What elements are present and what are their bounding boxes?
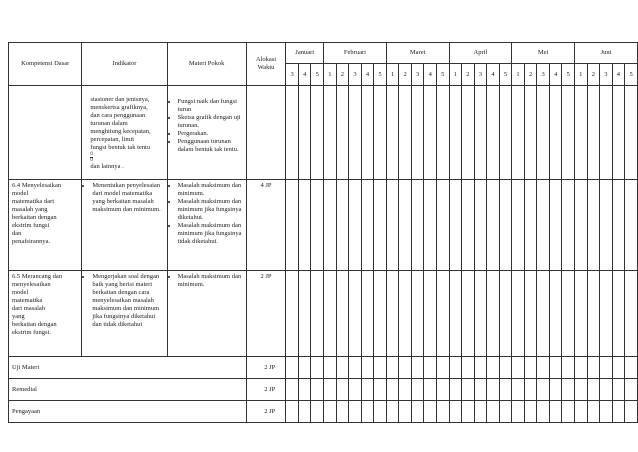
month-juni: Juni [575, 43, 638, 64]
week-cell: 1 [449, 64, 462, 86]
schedule-cell [562, 86, 575, 180]
schedule-cell [587, 379, 600, 401]
table-row [9, 271, 638, 357]
month-maret: Maret [386, 43, 449, 64]
schedule-cell [324, 357, 337, 379]
schedule-cell [386, 86, 399, 180]
list-item: • Pergerakan. [178, 130, 244, 138]
materi-cell [167, 180, 246, 271]
schedule-cell [399, 379, 412, 401]
schedule-cell [537, 379, 550, 401]
week-cell: 3 [600, 64, 613, 86]
week-cell: 4 [361, 64, 374, 86]
schedule-cell [449, 271, 462, 357]
materi-list [168, 86, 246, 156]
week-cell: 1 [512, 64, 525, 86]
fraction-numerator: 0 [90, 152, 93, 157]
schedule-cell [424, 379, 437, 401]
list-item: • Masalah maksimum dan minimum. [178, 182, 244, 198]
schedule-cell [612, 86, 625, 180]
schedule-cell [474, 379, 487, 401]
week-cell: 4 [549, 64, 562, 86]
schedule-cell [487, 180, 500, 271]
schedule-cell [462, 180, 475, 271]
week-cell: 1 [324, 64, 337, 86]
schedule-cell [524, 86, 537, 180]
schedule-cell [487, 379, 500, 401]
schedule-cell [562, 379, 575, 401]
schedule-cell [474, 401, 487, 423]
schedule-cell [286, 401, 299, 423]
schedule-cell [537, 271, 550, 357]
schedule-cell [411, 401, 424, 423]
schedule-cell [499, 180, 512, 271]
week-cell: 2 [399, 64, 412, 86]
schedule-cell [562, 271, 575, 357]
schedule-cell [374, 86, 387, 180]
schedule-cell [612, 180, 625, 271]
schedule-cell [311, 357, 324, 379]
table-row [9, 180, 638, 271]
schedule-cell [462, 357, 475, 379]
schedule-cell [462, 401, 475, 423]
header-indikator: Indikator [82, 43, 167, 86]
alokasi-cell: 2 JP [246, 271, 286, 357]
schedule-cell [575, 357, 588, 379]
schedule-cell [487, 86, 500, 180]
schedule-cell [625, 401, 638, 423]
schedule-cell [437, 271, 450, 357]
schedule-cell [549, 379, 562, 401]
schedule-cell [587, 86, 600, 180]
schedule-cell [575, 401, 588, 423]
schedule-cell [374, 357, 387, 379]
schedule-cell [298, 180, 311, 271]
schedule-cell [336, 271, 349, 357]
fraction [90, 152, 93, 163]
schedule-cell [349, 357, 362, 379]
schedule-cell [386, 379, 399, 401]
schedule-cell [612, 401, 625, 423]
schedule-cell [512, 379, 525, 401]
schedule-cell [437, 86, 450, 180]
schedule-cell [349, 86, 362, 180]
schedule-cell [374, 271, 387, 357]
schedule-cell [324, 271, 337, 357]
schedule-cell [336, 379, 349, 401]
schedule-cell [575, 86, 588, 180]
table-row [9, 379, 638, 401]
schedule-cell [562, 401, 575, 423]
schedule-cell [562, 180, 575, 271]
schedule-cell [286, 379, 299, 401]
schedule-cell [374, 180, 387, 271]
schedule-cell [361, 401, 374, 423]
schedule-cell [549, 357, 562, 379]
schedule-cell [625, 180, 638, 271]
schedule-cell [399, 271, 412, 357]
schedule-cell [512, 86, 525, 180]
schedule-cell [361, 357, 374, 379]
schedule-cell [336, 86, 349, 180]
schedule-cell [449, 379, 462, 401]
schedule-cell [386, 271, 399, 357]
indikator-list [82, 271, 166, 331]
schedule-cell [324, 180, 337, 271]
schedule-cell [549, 401, 562, 423]
schedule-cell [449, 86, 462, 180]
schedule-cell [587, 357, 600, 379]
schedule-cell [336, 401, 349, 423]
table-row [9, 401, 638, 423]
schedule-cell [374, 379, 387, 401]
schedule-cell [386, 401, 399, 423]
alokasi-cell: 2 JP [246, 401, 286, 423]
schedule-cell [612, 357, 625, 379]
week-cell: 3 [349, 64, 362, 86]
indikator-list [82, 180, 166, 216]
schedule-cell [499, 357, 512, 379]
schedule-cell [600, 379, 613, 401]
schedule-cell [512, 271, 525, 357]
schedule-cell [298, 86, 311, 180]
schedule-cell [562, 357, 575, 379]
schedule-cell [399, 86, 412, 180]
week-cell: 5 [562, 64, 575, 86]
alokasi-cell: 2 JP [246, 379, 286, 401]
schedule-cell [612, 271, 625, 357]
alokasi-cell: 4 JP [246, 180, 286, 271]
week-cell: 1 [575, 64, 588, 86]
month-januari: Januari [286, 43, 324, 64]
schedule-cell [411, 357, 424, 379]
kompetensi-text: 6.5 Merancang dan menyelesaikan model matematika dari masalah yang berkaitan dengan ekstrim fungsi. [12, 273, 62, 336]
schedule-cell [612, 379, 625, 401]
syllabus-table [8, 42, 638, 423]
schedule-cell [600, 271, 613, 357]
week-cell: 3 [537, 64, 550, 86]
schedule-cell [437, 379, 450, 401]
schedule-cell [449, 401, 462, 423]
list-item: • Masalah maksimum dan minimum jika fungsinya tidak diketahui. [178, 222, 244, 246]
schedule-cell [549, 271, 562, 357]
schedule-cell [625, 271, 638, 357]
schedule-cell [437, 401, 450, 423]
schedule-cell [524, 357, 537, 379]
schedule-cell [524, 401, 537, 423]
week-cell: 2 [587, 64, 600, 86]
indikator-suffix: dan lainnya . [90, 163, 124, 170]
list-item: • Masalah maksimum dan minimum jika fungsinya diketahui. [178, 198, 244, 222]
list-item: • Fungsi naik dan fungsi turun [178, 98, 244, 114]
schedule-cell [512, 357, 525, 379]
schedule-cell [286, 271, 299, 357]
schedule-cell [600, 401, 613, 423]
schedule-cell [625, 379, 638, 401]
list-item: • Menentukan penyelesaian dari model matematika yang berkaitan masalah maksimum dan minimum. [92, 182, 164, 214]
schedule-cell [298, 379, 311, 401]
indikator-cell [82, 271, 167, 357]
header-row-months [9, 43, 638, 64]
schedule-cell [286, 357, 299, 379]
alokasi-cell [246, 86, 286, 180]
footer-label: Pengayaan [9, 401, 247, 423]
week-cell: 4 [612, 64, 625, 86]
schedule-cell [575, 271, 588, 357]
schedule-cell [587, 401, 600, 423]
schedule-cell [449, 357, 462, 379]
schedule-cell [411, 271, 424, 357]
schedule-cell [311, 401, 324, 423]
schedule-cell [537, 180, 550, 271]
schedule-cell [462, 86, 475, 180]
schedule-cell [424, 180, 437, 271]
schedule-cell [311, 379, 324, 401]
schedule-cell [349, 180, 362, 271]
schedule-cell [487, 271, 500, 357]
schedule-cell [411, 180, 424, 271]
schedule-cell [524, 271, 537, 357]
schedule-cell [625, 86, 638, 180]
week-cell: 3 [411, 64, 424, 86]
header-materi: Materi Pokok [167, 43, 246, 86]
schedule-cell [298, 401, 311, 423]
week-cell: 1 [386, 64, 399, 86]
table-row [9, 357, 638, 379]
materi-cell [167, 271, 246, 357]
materi-list [168, 271, 246, 291]
schedule-cell [587, 180, 600, 271]
schedule-cell [361, 271, 374, 357]
schedule-cell [600, 357, 613, 379]
schedule-cell [411, 379, 424, 401]
schedule-cell [286, 180, 299, 271]
week-cell: 4 [298, 64, 311, 86]
list-item: • Sketsa grafik dengan uji turunan. [178, 114, 244, 130]
schedule-cell [487, 357, 500, 379]
schedule-cell [499, 401, 512, 423]
schedule-cell [324, 401, 337, 423]
schedule-cell [512, 180, 525, 271]
schedule-cell [386, 180, 399, 271]
week-cell: 3 [474, 64, 487, 86]
schedule-cell [386, 357, 399, 379]
schedule-cell [399, 401, 412, 423]
schedule-cell [349, 401, 362, 423]
week-cell: 5 [311, 64, 324, 86]
indikator-cell [82, 180, 167, 271]
schedule-cell [424, 86, 437, 180]
schedule-cell [437, 357, 450, 379]
week-cell: 5 [499, 64, 512, 86]
list-item: • Mengerjakan soal dengan baik yang berisi materi berkaitan dengan cara menyelesaikan masalah maksimum dan minimum jika fungsinya diketahui dan tidak diketahui [92, 273, 164, 329]
materi-list [168, 180, 246, 248]
list-item: • Penggunaan turunan dalam bentuk tak tentu. [178, 138, 244, 154]
schedule-cell [399, 180, 412, 271]
kompetensi-cell [9, 180, 82, 271]
schedule-cell [575, 379, 588, 401]
schedule-cell [499, 379, 512, 401]
alokasi-cell: 2 JP [246, 357, 286, 379]
schedule-cell [449, 180, 462, 271]
schedule-cell [549, 180, 562, 271]
week-cell: 2 [336, 64, 349, 86]
schedule-cell [374, 401, 387, 423]
indikator-cell [82, 86, 167, 180]
schedule-cell [336, 180, 349, 271]
schedule-cell [311, 180, 324, 271]
materi-cell [167, 86, 246, 180]
list-item: • Masalah maksimum dan minimum. [178, 273, 244, 289]
week-cell: 2 [462, 64, 475, 86]
schedule-cell [286, 86, 299, 180]
schedule-cell [462, 271, 475, 357]
schedule-cell [424, 357, 437, 379]
schedule-cell [462, 379, 475, 401]
schedule-cell [549, 86, 562, 180]
table-row [9, 86, 638, 180]
schedule-cell [575, 180, 588, 271]
schedule-cell [324, 379, 337, 401]
schedule-cell [600, 180, 613, 271]
schedule-cell [474, 86, 487, 180]
schedule-cell [587, 271, 600, 357]
schedule-cell [298, 271, 311, 357]
schedule-cell [537, 401, 550, 423]
schedule-cell [600, 86, 613, 180]
header-kompetensi: Kompetensi Dasar [9, 43, 82, 86]
kompetensi-cell [9, 86, 82, 180]
month-februari: Februari [324, 43, 387, 64]
schedule-cell [474, 180, 487, 271]
schedule-cell [361, 379, 374, 401]
week-cell: 5 [374, 64, 387, 86]
schedule-cell [474, 271, 487, 357]
schedule-cell [524, 379, 537, 401]
header-alokasi: Alokasi Waktu [246, 43, 286, 86]
week-cell: 2 [524, 64, 537, 86]
schedule-cell [399, 357, 412, 379]
schedule-cell [361, 180, 374, 271]
schedule-cell [424, 271, 437, 357]
month-mei: Mei [512, 43, 575, 64]
month-april: April [449, 43, 512, 64]
kompetensi-text: 6.4 Menyelesaikan model matematika dari masalah yang berkaitan dengan ekstrim fungsi dan penafsirannya. [12, 182, 62, 245]
schedule-cell [512, 401, 525, 423]
schedule-cell [474, 357, 487, 379]
schedule-cell [424, 401, 437, 423]
schedule-cell [524, 180, 537, 271]
schedule-cell [499, 271, 512, 357]
schedule-cell [487, 401, 500, 423]
schedule-cell [311, 271, 324, 357]
schedule-cell [537, 357, 550, 379]
schedule-cell [499, 86, 512, 180]
schedule-cell [349, 271, 362, 357]
week-cell: 4 [424, 64, 437, 86]
footer-label: Remedial [9, 379, 247, 401]
fraction-denominator: 0 [90, 158, 93, 163]
schedule-cell [361, 86, 374, 180]
syllabus-table-container [8, 42, 638, 423]
schedule-cell [437, 180, 450, 271]
schedule-cell [298, 357, 311, 379]
kompetensi-cell [9, 271, 82, 357]
schedule-cell [625, 357, 638, 379]
week-cell: 5 [437, 64, 450, 86]
week-cell: 5 [625, 64, 638, 86]
indikator-text: stasioner dan jenisnya, menskertsa grafiknya, dan cara penggunaan turunan dalam menghitung kecepatan, percepatan, limit fungsi bentuk tak tentu [90, 96, 151, 151]
week-cell: 4 [487, 64, 500, 86]
footer-label: Uji Materi [9, 357, 247, 379]
schedule-cell [411, 86, 424, 180]
schedule-cell [324, 86, 337, 180]
schedule-cell [336, 357, 349, 379]
schedule-cell [311, 86, 324, 180]
schedule-cell [537, 86, 550, 180]
week-cell: 3 [286, 64, 299, 86]
schedule-cell [349, 379, 362, 401]
